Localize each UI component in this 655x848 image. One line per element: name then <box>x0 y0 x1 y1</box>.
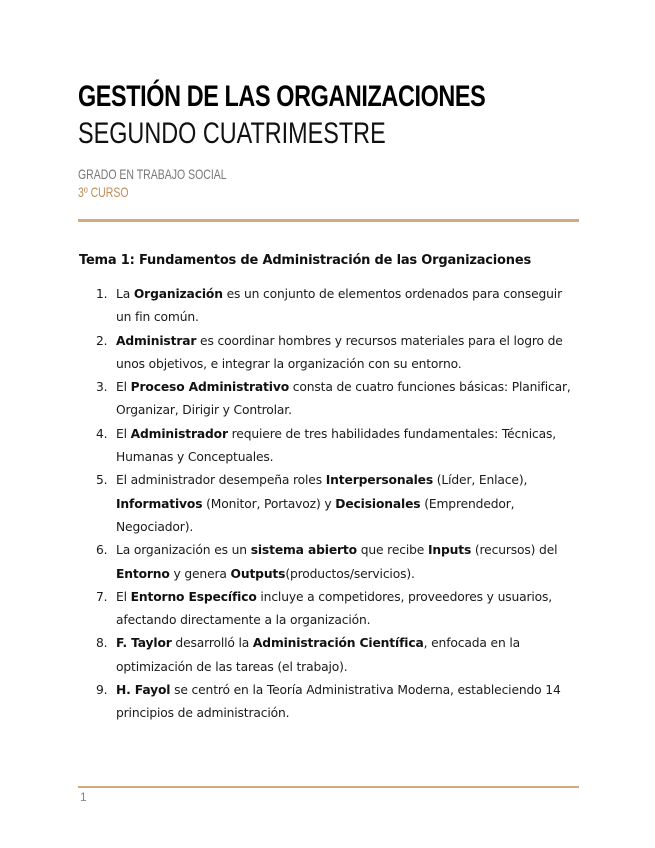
list-item-text: es un conjunto de elementos ordenados para conseguir un fin común. <box>116 287 562 325</box>
list-item <box>96 283 581 330</box>
section-heading <box>76 249 534 269</box>
list-item <box>96 679 581 726</box>
list-item-number: 1. <box>96 287 108 301</box>
bold-term: Entorno Específico <box>130 589 257 604</box>
list-item-text: y genera <box>169 566 231 581</box>
list-item <box>96 423 581 470</box>
page-number: 1 <box>80 790 87 804</box>
key-points-list <box>96 283 581 726</box>
list-item <box>96 376 581 423</box>
list-item-number: 9. <box>96 683 108 698</box>
list-item-text: (Líder, Enlace), <box>433 473 528 488</box>
list-item-number: 4. <box>96 426 108 441</box>
list-item <box>96 586 581 633</box>
list-item-text: El <box>116 380 131 395</box>
bold-term: Administrador <box>130 426 228 441</box>
list-item-number: 8. <box>96 636 108 651</box>
list-item-text: consta de cuatro funciones básicas: Planificar, Organizar, Dirigir y Controlar. <box>116 380 571 418</box>
bold-term: Proceso Administrativo <box>130 380 289 395</box>
list-item-text: (Monitor, Portavoz) y <box>202 496 336 511</box>
list-item-text: se centró en la Teoría Administrativa Moderna, estableciendo 14 principios de administración. <box>116 683 561 721</box>
list-item-number: 3. <box>96 380 108 395</box>
list-item-number: 2. <box>96 333 108 348</box>
bold-term: Outputs <box>230 566 286 581</box>
list-item <box>96 469 581 539</box>
list-item-text: (productos/servicios). <box>285 566 415 581</box>
bold-term: sistema abierto <box>250 543 357 558</box>
list-item <box>96 539 581 586</box>
bold-term: Administrar <box>116 333 197 348</box>
footer-divider <box>78 786 579 788</box>
list-item-number: 5. <box>96 473 108 488</box>
bold-term: Organización <box>133 287 223 301</box>
bold-term: Inputs <box>427 543 472 558</box>
list-item-text: (recursos) del <box>471 543 558 558</box>
bold-term: Decisionales <box>335 496 421 511</box>
list-item-text: El <box>116 589 131 604</box>
list-item-text: (Emprendedor, Negociador). <box>116 496 515 534</box>
document-title: GESTIÓN DE LAS ORGANIZACIONES <box>78 80 486 113</box>
list-item-number: 6. <box>96 543 108 558</box>
degree-label: GRADO EN TRABAJO SOCIAL <box>78 166 227 182</box>
list-item-text: que recibe <box>356 543 428 558</box>
list-item-text: requiere de tres habilidades fundamentales: Técnicas, Humanas y Conceptuales. <box>116 426 557 465</box>
list-item-text: El administrador desempeña roles <box>116 473 326 488</box>
list-item <box>96 330 581 377</box>
list-item-text: , enfocada en la optimización de las tareas (el trabajo). <box>116 636 521 674</box>
bold-term: H. Fayol <box>116 683 171 698</box>
list-item-number: 7. <box>96 589 108 604</box>
bold-term: Informativos <box>116 496 203 511</box>
list-item-text: desarrolló la <box>171 636 253 651</box>
list-item-text: La <box>116 287 134 301</box>
list-item <box>96 632 581 679</box>
bold-term: Administración Científica <box>252 636 424 651</box>
section-title: Tema 1: Fundamentos de Administración de las Organizaciones <box>76 252 534 269</box>
document-subtitle: SEGUNDO CUATRIMESTRE <box>78 117 386 150</box>
bold-term: Interpersonales <box>325 473 434 488</box>
list-item-text: La organización es un <box>116 543 251 558</box>
list-item-text: El <box>116 426 131 441</box>
list-item-text: incluye a competidores, proveedores y usuarios, afectando directamente a la organización. <box>116 589 553 628</box>
header-divider <box>78 219 579 222</box>
course-label: 3º CURSO <box>78 184 129 200</box>
bold-term: F. Taylor <box>116 636 172 651</box>
bold-term: Entorno <box>116 566 170 581</box>
list-item-text: es coordinar hombres y recursos materiales para el logro de unos objetivos, e integrar la organización con su entorno. <box>116 333 563 371</box>
